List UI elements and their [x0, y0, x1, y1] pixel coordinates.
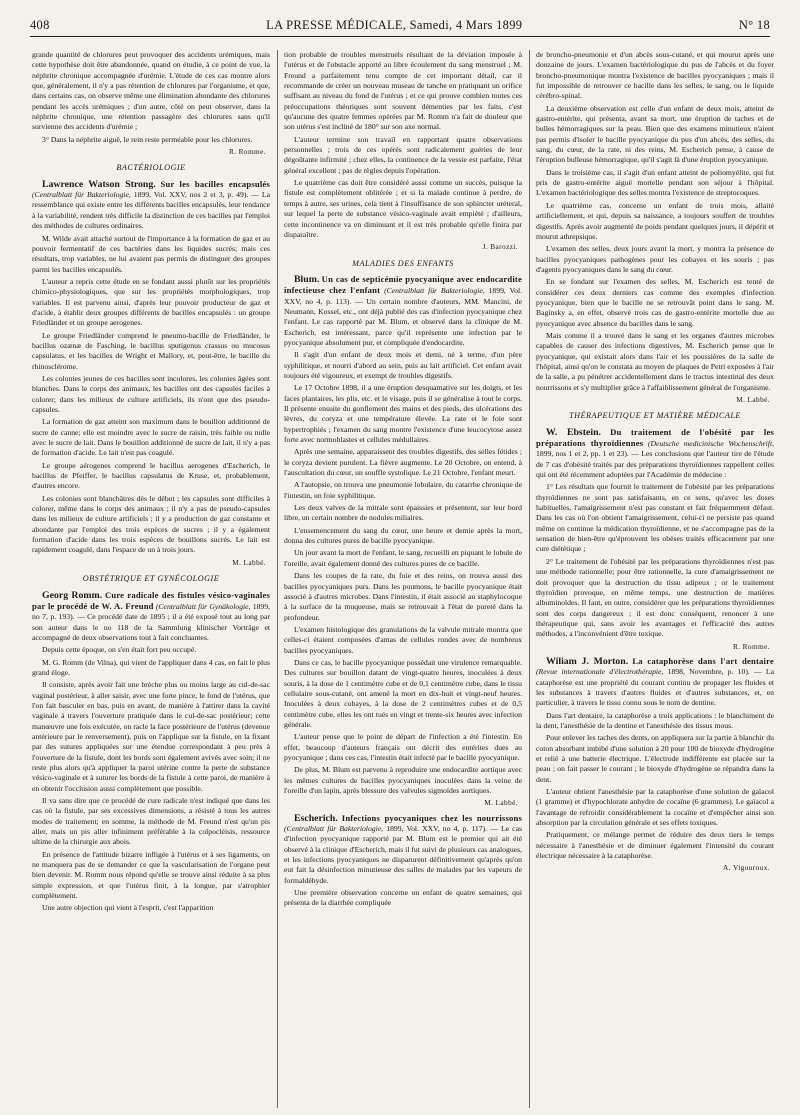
article-text: 1899, nos 1 et 2, pp. 1 et 23). — Les conclusions que l'auteur tire de l'étude de 7 cas d'obésité traités par des préparations thyroïdiennes rappellent celles qui ont été récemment adoptées par l'Académie de médecine : [536, 449, 774, 480]
page-header [30, 14, 770, 37]
paragraph: En présence de l'attitude bizarre infligée à l'utérus et à ses ligaments, on ne manquera pas de se demander ce que la vascularisation de l'organe peut bien devenir. M. Romm nous répond qu'elle se trouve ainsi réduite à sa plus simple expression, et que l'utérus finit, à la longue, par s'atrophier complètement. [32, 849, 270, 901]
author-signature: R. Romme. [732, 641, 770, 651]
article-author: Georg Romm. [42, 589, 103, 601]
paragraph: grande quantité de chlorures peut provoquer des accidents urémiques, mais cette hypothèse doit être abandonnée, quand on étudie, à ce point de vue, la néphrite chronique accompagnée d'urémie. L'étude de ces cas montre alors que, généralement, il n'y a pas rétention de chlorures par l'organisme, et que, dans certains cas, on observe même une élimination abondante des chlorures pendant les accès urémiques ; d'un autre, côté on peut observer, dans la néphrite chronique, une rétention passagère des chlorures sans qu'il survienne des accidents d'urémie ; [32, 50, 270, 132]
paragraph: Mais comme il a trouvé dans le sang et les organes d'autres microbes capables de causer des infections digestives, M. Escherich pense que le pyocyanique, qui existait alors dans l'air et les poussières de la salle de l'hôpital, ainsi qu'on le constata au moyen de plaques de Petri exposées à l'air de la salle, a pu pénétrer accidentellement dans le tractus intestinal des deux nourrissons et s'y multiplier grâce à l'affaiblissement général de l'organisme. [536, 330, 774, 392]
article-author: W. Ebstein. [546, 426, 601, 438]
paragraph: L'auteur pense que le point de départ de l'infection a été l'intestin. En effet, beaucoup d'auteurs français ont décrit des entérites dues au pyocyanique ; dans ces cas, l'intestin était infecté par le bacille pyocyanique. [284, 732, 522, 762]
article-title: Cure radicale des fistules vésico-vaginales par le procédé de W. A. Freund [32, 589, 270, 611]
article-title: Infections pyocyaniques chez les nourrissons [341, 812, 522, 823]
author-signature: R. Romme. [228, 147, 266, 157]
author-signature: J. Barozzi. [482, 242, 518, 252]
paragraph: Les colonies sont blanchâtres dès le début ; les capsules sont difficiles à colorer, même dans le corps des animaux ; il n'y a pas de pseudo-capsules dans les milieux de culture artificiels ; il y a production de gaz constante et abondante par l'emploi des trois espèces de sucres ; il y a également formation d'acide dans les trois espèces de bouillons sucrés. Le lait est rapidement coagulé, dans l'espace de un à trois jours. [32, 493, 270, 555]
article-journal: (Centralblatt für Bakteriologie, [284, 824, 384, 834]
page-number: 408 [30, 17, 50, 32]
article-author: Wiliam J. Morton. [546, 655, 629, 667]
column-1 [32, 50, 270, 1108]
column-3 [536, 50, 774, 1108]
paragraph: Les colonies jeunes de ces bacilles sont incolores, les colonies âgées sont blanches. Dans le corps des animaux, les bacilles ont des capsules faciles à colorer; dans les milieux de culture artificiels, ils n'ont que des pseudo-capsules. [32, 373, 270, 414]
article-text: 1899, Vol. XXV, no 4, p. 117). — Le cas d'infection pyocyanique rapporté par M. Blum est le premier qui ait été observé à la clinique d'Escherich, mais il fut suivi de plusieurs cas analogues, et les infections pyocyaniques ne disparurent définitivement qu'après qu'on eut fait la désinfection minutieuse des salles de malades par les vapeurs de formaldéhyde. [284, 824, 522, 885]
article-author: Lawrence Watson Strong. [42, 178, 156, 190]
article-title: Un cas de septicémie pyocyanique avec endocardite infectieuse chez l'enfant [284, 273, 522, 296]
article-text: 1899, Vol. XXV, nos 2 et 3, p. 49). — La ressemblance qui existe entre les différents bacilles encapsulés, leur tendance à la variabilité, rendent très difficile la distinction de ces bacilles par l'emploi des méthodes de cultures ordinaires. [32, 190, 270, 231]
paragraph: M. Wilde avait attaché surtout de l'importance à la formation de gaz et au pouvoir fermentatif de ces bactéries dans les liquides sucrés; mais ces résultats, trop variables, ne lui avaient pas permis de distinguer des groupes parmi les bacilles encapsulés. [32, 233, 270, 274]
article-text: 1899, no 7, p. 193). — Ce procédé date de 1895 ; il a été exposé tout au long par son auteur dans le no 118 de la Sammlung klinischer Vorträge et accompagné de deux observations tout à fait concluantes. [32, 601, 270, 642]
paragraph: Le groupe aérogenes comprend le bacillus aerogenes d'Escherich, le bacillus de Pfeiffer, le bacillus capsulatus de Kruse, et, probablement, d'autres encore. [32, 460, 270, 491]
article-journal: (Deutsche medicinische Wochenschrift, [647, 439, 774, 449]
author-signature: M. Labbé. [484, 798, 518, 808]
article-text: 1898, Novembre, p. 10). — La cataphorèse est une propriété du courant continu de propager les fluides et les substances à travers d'autres fluides et d'autres substances, et, en particulier, à travers le tissu connu sous le nom de dentine. [536, 667, 774, 708]
author-signature: M. Labbé. [232, 557, 266, 567]
paragraph: En se fondant sur l'examen des selles, M. Escherich est tenté de considérer ces deux derniers cas comme des exemples d'infection pyocyanique, bien que le bacille ne se retrouvât point dans le sang. M. Baginsky a, en effet, observé trois cas de gastro-entérite mortelle due au pyocyanique avec absence du bacilles dans le sang. [536, 277, 774, 328]
article-abstract [284, 274, 522, 348]
paragraph: Une première observation concerne un enfant de quatre semaines, qui présenta de la diarrhée compliquée [284, 888, 522, 908]
article-author: Escherich. [294, 812, 338, 824]
article-abstract [536, 656, 774, 709]
column-divider [529, 50, 530, 1108]
article-journal: (Revue internationale d'électrothérapie, [536, 667, 664, 677]
paragraph: Les deux valves de la mitrale sont épaissies et présentent, sur leur bord libre, un certain nombre de nodules miliaires. [284, 503, 522, 523]
article-journal: (Centralblatt für Bakteriologie, [384, 286, 485, 296]
paragraph: tion probable de troubles menstruels résultant de la déviation imposée à l'utérus et de l'obstacle apporté au libre écoulement du sang menstruel ; M. Freund a parfaitement tenu compte de cet important détail, car il recommande de créer un nouveau museau de tanche en pratiquant un orifice suffisant au niveau du fond de l'utérus ; et ce qui prouve combien toutes ces préoccupations théoriques sont souvent démenties par les faits, c'est qu'aucune des quatre femmes opérées par M. Romm n'a fait de douleur que son utérus s'est incliné de 180° sur son axe normal. [284, 50, 522, 132]
paragraph: 2° Le traitement de l'obésité par les préparations thyroïdiennes n'est pas une méthode rationnelle; pour être rationnelle, la cure d'amaigrissement ne doit provoquer que la destruction du tissu adipeux ; or le traitement thyroïdien provoque, en même temps, une destruction de matières albuminoïdes. Il faut, en outre, considérer que les préparations thyroïdiennes sont des corps dangereux ; il est donc conséquent, renoncer à une thérapeutique qui, sans avoir les avantages et l'efficacité des autres méthodes, a l'inconvénient d'être toxique. [536, 556, 774, 639]
article-title: Sur les bacilles encapsulés [160, 178, 270, 189]
paragraph: L'ensemencement du sang du cœur, une heure et demie après la mort, donna des cultures pures de bacille pyocyanique. [284, 525, 522, 546]
article-abstract [284, 813, 522, 886]
author-signature: M. Labbé. [736, 395, 770, 404]
paragraph: Une autre objection qui vient à l'esprit, c'est l'apparition [42, 903, 214, 913]
issue-number: N° 18 [738, 17, 770, 32]
paragraph: 3° Dans la néphrite aiguë, le rein reste perméable pour les chlorures. [42, 134, 253, 144]
section-heading: BACTÉRIOLOGIE [116, 163, 186, 173]
column-divider [277, 50, 278, 1108]
section-heading: OBSTÉTRIQUE ET GYNÉCOLOGIE [82, 574, 220, 584]
paragraph: Dans les coupes de la rate, du foie et des reins, on trouva aussi des bacilles pyocyaniques purs. Dans les poumons, le bacille pyocyanique était associé à d'autres microbes. Dans l'intestin, il était associé au staphylocoque à la surface de la muqueuse, mais se retrouvait à l'état de pureté dans la profondeur. [284, 571, 522, 622]
paragraph: Pour enlever les taches des dents, on appliquera sur la partie à blanchir du coton absorbant imbibé d'une solution à 20 pour 100 de bioxyde d'hydrogène et relié à une batterie électrique. L'électrode indifférente est placée sur la peau ; on fait passer le courant ; le bioxyde d'hydrogène se répandra dans la dent. [536, 733, 774, 784]
paragraph: Le groupe Friedländer comprend le pneumo-bacille de Friedländer, le bacillus ozænæ de Fasching, le bacillus sputigenus crassus ou mucosus capsulatus, et les bacilles de Wright et Mallory, et, peut-être, le bacille du rhinosclérome. [32, 330, 270, 371]
paragraph: A l'autopsie, on trouva une pneumonie lobulaire, du catarrhe chronique de l'intestin, un foie syphilitique. [284, 480, 522, 500]
paragraph: Après une semaine, apparaissent des troubles digestifs, des selles fétides ; le coryza devient purulent. La fièvre augmente. Le 20 Octobre, on entend, à l'auscultation du cœur, un souffle systolique. Le 21 Octobre, l'enfant meurt. [284, 447, 522, 478]
paragraph: L'auteur a repris cette étude en se fondant aussi plutôt sur les propriétés chimico-physiologiques, que sur les propriétés morphologiques, trop variables. Il est parvenu ainsi, d'après leur pouvoir producteur de gaz et d'acide, à établir deux groupes différents de bacilles encapsulés : un groupe Friedländer et un groupe aerogenes. [32, 276, 270, 328]
article-journal: (Centralblatt für Bakteriologie, [32, 190, 131, 200]
section-heading: MALADIES DES ENFANTS [352, 258, 454, 268]
paragraph: Le quatrième cas doit être considéré aussi comme un succès, puisque la fistule est complètement oblitérée ; et si la malade continue à perdre, de temps à autre, ses urines, cela tient à l'insuffisance de son sphincter uréteral, sur lequel la perte de substance vésico-vaginale avait empiété ; d'ailleurs, cette incontinence va en diminuant et il est très probable qu'elle finira par disparaître. [284, 178, 522, 239]
article-text: 1899, Vol. XXV, no 4, p. 113). — Un certain nombre d'auteurs, MM. Mancini, de Neumann, Kossel, etc., ont déjà publié des cas d'infection pyocyanique chez l'enfant. Le cas rapporté par M. Blum, et observé dans la clinique de M. Escherich, est intéressant, parce qu'il représente une infection par le pyocyanique absolument pur, et compliquée d'endocardite. [284, 286, 522, 347]
paragraph: De plus, M. Blum est parvenu à reproduire une endocardite aortique avec les mêmes cultures de bacilles pyocyaniques inoculées dans la veine de l'oreille d'un lapin, après blessure des valvules sigmoïdes aortiques. [284, 765, 522, 796]
article-title: Du traitement de l'obésité par les préparations thyroïdiennes [536, 426, 774, 449]
paragraph: L'auteur obtient l'anesthésie par la cataphorèse d'une solution de gaïacol (1 gramme) et d'hypochlorate anhydre de cocaïne (6 grammes). Le gaïacol a l'avantage de refroidir considérablement la cocaïne et d'empêcher ainsi son absorption par la circulation générale et ses effets toxiques. [536, 787, 774, 828]
paragraph: Pratiquement, ce mélange permet de réduire des deux tiers le temps nécessaire à l'anesthésie et de diminuer également l'intensité du courant électrique nécessaire à la cataphorèse. [536, 830, 774, 861]
article-abstract [32, 179, 270, 232]
paragraph: Le 17 Octobre 1898, il a une éruption desquamative sur les doigts, et les faces plantaires, les plis, etc. et le visage, puis il se généralise à tout le corps. Il présente ensuite du gonflement des mains et des pieds, des ulcérations des lèvres, du coryza et une température élevée. La rate et le foie sont hypertrophiés ; l'examen du sang montre l'existence d'une leucocytose assez forte avec normoblastes et cellules médullaires. [284, 383, 522, 445]
paragraph: L'auteur termine son travail en rapportant quatre observations personnelles ; trois de ces opérés sont radicalement guéries de leur dégoûtante infirmité ; chez elles, la continence de la vessie est parfaite, l'état général excellent ; pas de règles depuis l'opération. [284, 134, 522, 175]
paragraph: Dans ce cas, le bacille pyocyanique possédait une virulence remarquable. Des cultures sur bouillon datant de vingt-quatre heures, inoculées à deux souris, à la dose de 1 centimètre cube et de 0,1 centimètre cube, dans le tissu cellulaire sous-cutané, ont amené la mort en dix-huit et vingt-neuf heures. Inoculées à deux cobayes, à la dose de 2 centimètres cubes et de 0,5 centimètre cube, elles les ont tués en vingt et trente-six heures avec infection générale. [284, 657, 522, 729]
paragraph: La formation de gaz atteint son maximum dans le bouillon additionné de sucre de canne; elle est moindre avec le sucre de raisin, très faible ou nulle avec le sucre de lait. Dans le bouillon additionné de sucre de lait, il n'y a pas de formation d'acide. Le lait n'est pas coagulé. [32, 417, 270, 458]
paragraph: M. G. Romm (de Vilna), qui vient de l'appliquer dans 4 cas, en fait le plus grand éloge. [32, 657, 270, 677]
paragraph: Dans l'art dentaire, la cataphorèse a trois applications : le blanchiment de la dent, l'anesthésie de la dentine et l'anesthésie des tissus mous. [536, 710, 774, 730]
column-2 [284, 50, 522, 1108]
journal-title-date: LA PRESSE MÉDICALE, Samedi, 4 Mars 1899 [266, 17, 523, 32]
section-heading: THÉRAPEUTIQUE ET MATIÈRE MÉDICALE [569, 411, 741, 421]
paragraph: L'examen histologique des granulations de la valvule mitrale montra que celles-ci étaient composées d'amas de cellules rondes avec de nombreux bacilles pyocyaniques. [284, 624, 522, 655]
paragraph: Depuis cette époque, on s'en était fort peu occupé. [42, 645, 197, 655]
paragraph: Le quatrième cas, concerne un enfant de trois mois, allaité artificiellement, et qui, depuis sa naissance, a toujours souffert de troubles digestifs. Après avoir augmenté de poids pendant quelques jours, il dépérit et mourut athrepsique. [536, 200, 774, 241]
article-abstract [536, 427, 774, 481]
paragraph: Il consiste, après avoir fait une brèche plus ou moins large au cul-de-sac vaginal postérieur, à aller saisir, avec une forte pince, le fond de l'utérus, que l'on fait basculer en bas, puis en avant, de manière à l'attirer dans la cavité vaginale à travers l'ouverture pratiquée dans le cul-de-sac postérieur; cette manœuvre une fois exécutée, on racle la face postérieure de l'utérus (devenue antérieure par le renversement), puis on l'applique sur la fistule, en la fixant par des sutures appliquées sur une étendue correspondant à peu près à l'ouverture de la fistule, dont les bords sont également avivés avec soin; il ne reste plus alors qu'à appliquer la paroi utérine contre la perte de substance vésico-vaginale et à suturer les bords de la fistule à cette paroi, de manière à en obtenir l'occlusion aussi complètement que possible. [32, 680, 270, 793]
article-abstract [32, 590, 270, 644]
paragraph: Dans le troisième cas, il s'agit d'un enfant atteint de poliomyélite, qui fut pris de gastro-entérite aiguë mortelle pendant son séjour à l'hôpital. L'examen bactériologique des selles montra l'existence de streptocoques. [536, 167, 774, 198]
article-author: Blum. [294, 273, 320, 285]
article-journal: (Centralblatt für Gynäkologie, [155, 601, 251, 611]
author-signature: A. Vigouroux. [723, 863, 770, 873]
paragraph: 1° Les résultats que fournit le traitement de l'obésité par les préparations thyroïdiennes ne sont pas satisfaisants, en ce sens, qu'avec les doses habituelles, l'amaigrissement n'est pas constant et fait fréquemment défaut. Dans les cas où l'on obtient l'amaigrissement, celui-ci ne persiste pas quand même on continue la médication thyroïdienne, et ne s'accompagne pas de la sensation de bien-être qu'éprouvent les obèses traités efficacement par une cure diététique ; [536, 482, 774, 554]
paragraph: Un jour avant la mort de l'enfant, le sang, recueilli en piquant le lobule de l'oreille, avait également donné des cultures pures de ce bacille. [284, 548, 522, 568]
article-title: La cataphorèse dans l'art dentaire [632, 655, 774, 666]
paragraph: de broncho-pneumonie et d'un abcès sous-cutané, et qui mourut après une douzaine de jours. L'examen bactériologique du pus de l'abcès et du foyer broncho-pneumonique montra l'existence de bacilles pyocyaniques ; mais il fut impossible de retrouver ce bacille dans les selles, le sang, ou le liquide cérébro-spinal. [536, 50, 774, 101]
paragraph: Il va sans dire que ce procédé de cure radicale n'est indiqué que dans les cas où la fistule, par ses excessives dimensions, a résisté à tous les autres modes de traitement; en somme, la méthode de M. Freund n'est qu'un pis aller, mais un pis aller infiniment préférable à la colpocléisis, ressource ultime de la chirurgie aux abois. [32, 796, 270, 847]
paragraph: Il s'agit d'un enfant de deux mois et demi, né à terme, d'un père syphilitique, et nourri d'abord au sein, puis au lait artificiel. Cet enfant avait toujours été vigoureux, et exempt de troubles digestifs. [284, 350, 522, 380]
paragraph: La deuxième observation est celle d'un enfant de deux mois, atteint de gastro-entérite, qui présenta, avant sa mort, une éruption de taches et de bulles hémorragiques sur la peau. Bien que des examens minutieux n'aient pas permis d'isoler le bacille pyocyanique du pus d'un abcès, des selles, du sang, du cœur, de la rate, ni des reins, M. Escherich pense, à cause de l'éruption bulleuse hémorragique, qu'il s'agit là d'une éruption pyocyanique. [536, 103, 774, 165]
paragraph: L'examen des selles, deux jours avant la mort, y montra la présence de bacilles pyocyaniques pathogènes pour les cobayes et les souris ; pas d'agents pyocyaniques dans le sang du cœur. [536, 244, 774, 274]
